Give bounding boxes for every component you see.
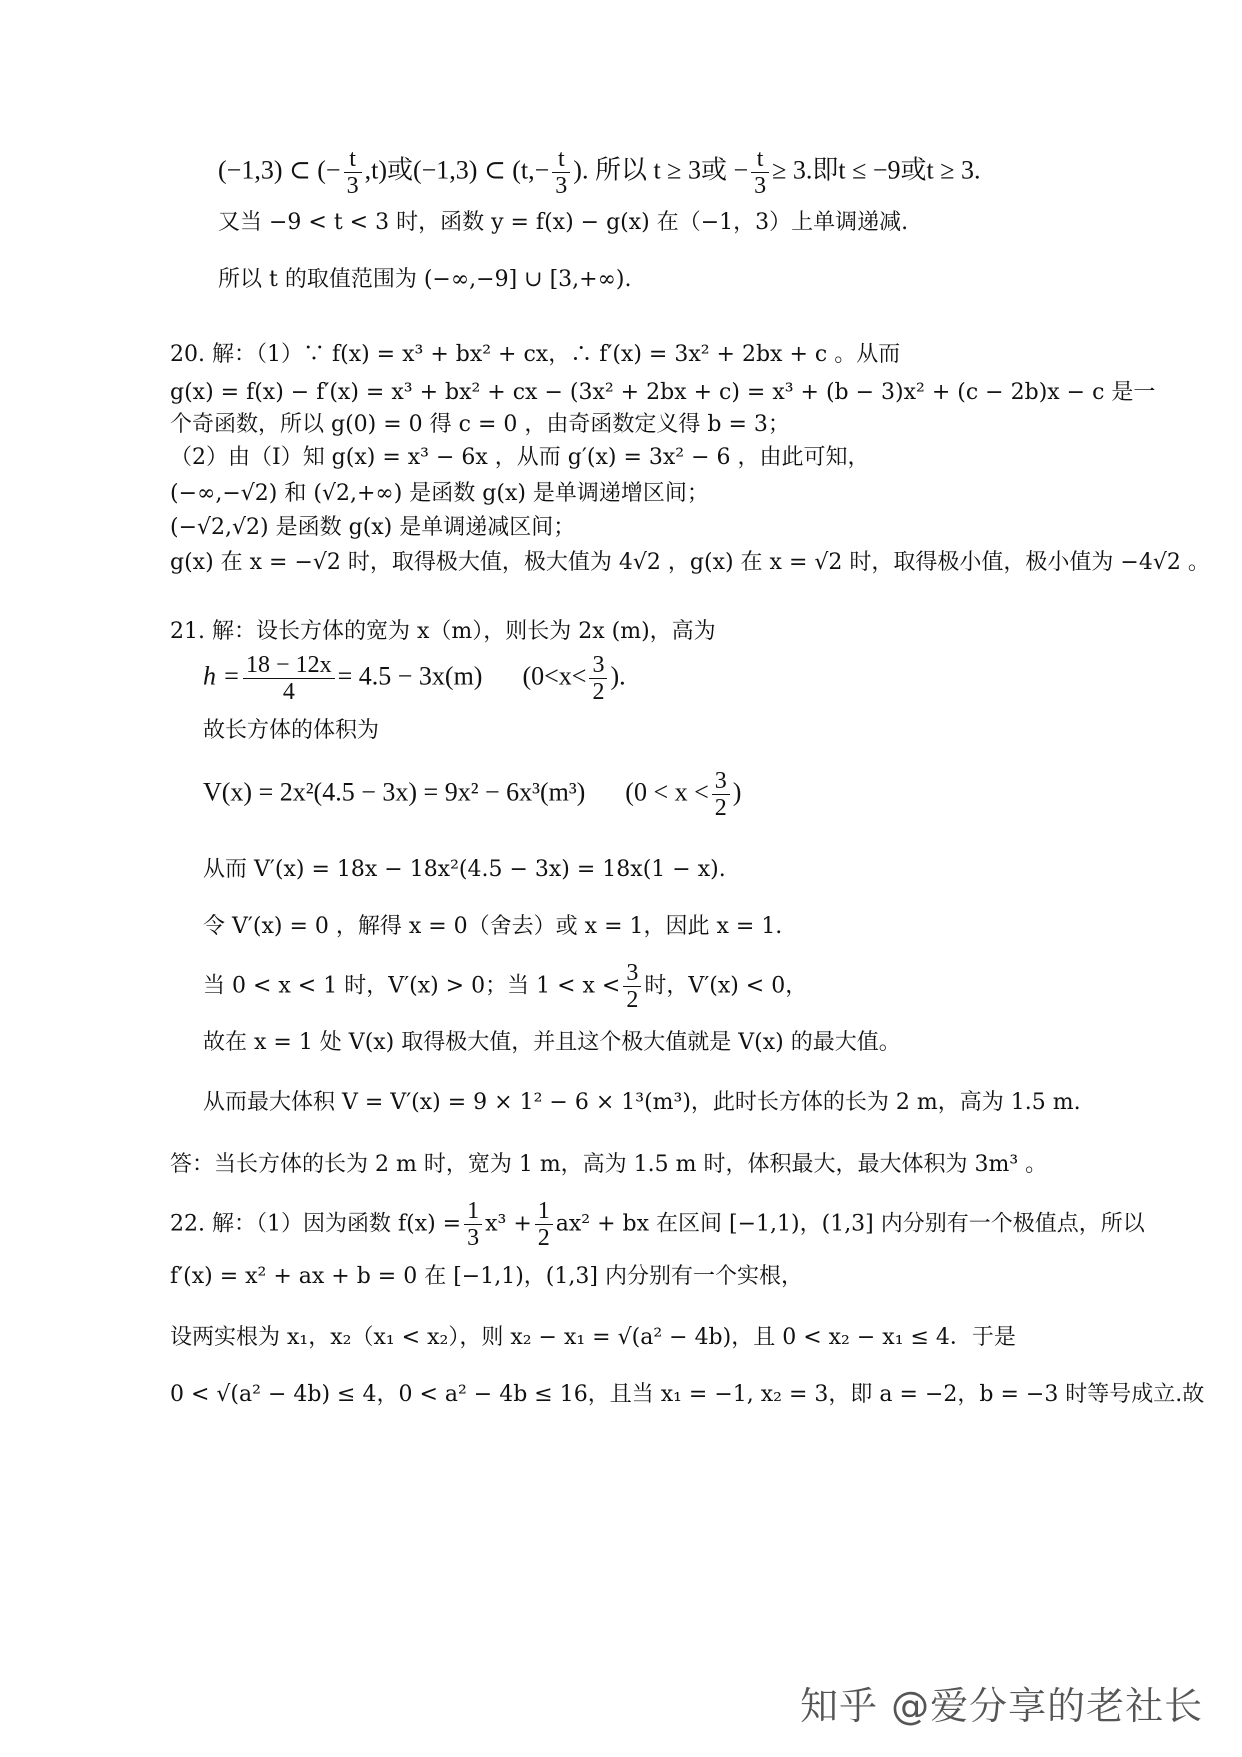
text-segment: h = (203, 661, 241, 691)
answer-line: 答：当长方体的长为 2 m 时，宽为 1 m，高为 1.5 m 时，体积最大，最大体积为 3m³ 。 (170, 1152, 1048, 1177)
text-segment: 时，V′(x) < 0， (644, 973, 808, 999)
denominator: 3 (555, 173, 568, 199)
paragraph-line: f′(x) = x² + ax + b = 0 在 [−1,1)，(1,3] 内分别有一个实根， (170, 1264, 803, 1289)
denominator: 2 (626, 987, 639, 1013)
zhihu-watermark: 知乎 @爱分享的老社长 (800, 1684, 1204, 1728)
paragraph-line: (−∞,−√2) 和 (√2,+∞) 是函数 g(x) 是单调递增区间； (170, 481, 709, 506)
paragraph-line: g(x) 在 x = −√2 时，取得极大值，极大值为 4√2 ，g(x) 在 x = √2 时，取得极小值，极小值为 −4√2 。 (170, 550, 1210, 575)
text-segment: x³ + (485, 1211, 532, 1237)
text-segment: (−1,3) ⊂ (− (218, 155, 341, 185)
problem-22-heading (170, 1198, 1145, 1251)
fraction-1-over-3 (464, 1198, 482, 1251)
inclusion-line (218, 146, 981, 199)
paragraph-line: 0 < √(a² − 4b) ≤ 4，0 < a² − 4b ≤ 16，且当 x₁ = −1, x₂ = 3，即 a = −2，b = −3 时等号成立.故 (170, 1382, 1205, 1407)
paragraph-line: 所以 t 的取值范围为 (−∞,−9] ∪ [3,+∞). (218, 267, 632, 292)
paragraph-line: 故长方体的体积为 (203, 718, 380, 743)
paragraph-line: (−√2,√2) 是函数 g(x) 是单调递减区间； (170, 515, 576, 540)
denominator: 2 (592, 679, 605, 705)
text-segment: ). (610, 661, 626, 691)
paragraph-line: 从而 V′(x) = 18x − 18x²(4.5 − 3x) = 18x(1 − x). (203, 857, 726, 882)
text-segment: ax² + bx 在区间 [−1,1)，(1,3] 内分别有一个极值点，所以 (555, 1211, 1145, 1237)
text-segment: 当 0 < x < 1 时，V′(x) > 0；当 1 < x < (203, 973, 621, 999)
paragraph-line: g(x) = f(x) − f′(x) = x³ + bx² + cx − (3x² + 2bx + c) = x³ + (b − 3)x² + (c − 2b)x − c 是一 (170, 380, 1156, 405)
fraction-t-over-3 (552, 146, 570, 199)
numerator: t (552, 146, 570, 173)
paragraph-line: 又当 −9 < t < 3 时，函数 y = f(x) − g(x) 在（−1，3）上单调递减. (218, 210, 909, 235)
numerator: 3 (623, 960, 641, 987)
fraction-3-over-2 (589, 652, 607, 705)
text-segment: (0 < x < (625, 777, 709, 807)
fraction-3-over-2 (712, 768, 730, 821)
volume-formula (203, 768, 741, 821)
numerator: 3 (589, 652, 607, 679)
denominator: 2 (537, 1225, 550, 1251)
paragraph-line: 设两实根为 x₁，x₂（x₁ < x₂），则 x₂ − x₁ = √(a² − 4b)，且 0 < x₂ − x₁ ≤ 4．于是 (170, 1325, 1016, 1350)
text-segment: 22. 解：（1）因为函数 f(x) = (170, 1211, 462, 1237)
numerator: t (751, 146, 769, 173)
numerator: 1 (535, 1198, 553, 1225)
text-segment: V(x) = 2x²(4.5 − 3x) = 9x² − 6x³(m³) (203, 777, 586, 807)
height-formula (203, 652, 626, 705)
fraction-t-over-3 (751, 146, 769, 199)
numerator: 18 − 12x (243, 652, 335, 679)
text-segment: ≥ 3.即t ≤ −9或t ≥ 3. (772, 155, 981, 185)
paragraph-line: 令 V′(x) = 0 ，解得 x = 0（舍去）或 x = 1，因此 x = 1. (203, 914, 783, 939)
text-segment: ) (732, 777, 742, 807)
paragraph-line: （2）由（Ⅰ）知 g(x) = x³ − 6x ，从而 g′(x) = 3x² − 6 ，由此可知， (170, 445, 870, 470)
paragraph-line: 个奇函数，所以 g(0) = 0 得 c = 0 ，由奇函数定义得 b = 3； (170, 412, 790, 437)
fraction-t-over-3 (344, 146, 362, 199)
numerator: t (344, 146, 362, 173)
text-segment: = 4.5 − 3x(m) (337, 661, 483, 691)
problem-20-heading: 20. 解：（1）∵ f(x) = x³ + bx² + cx，∴ f′(x) = 3x² + 2bx + c 。从而 (170, 342, 901, 367)
denominator: 3 (467, 1225, 480, 1251)
fraction-height (243, 652, 335, 705)
sign-analysis-line (203, 960, 807, 1013)
denominator: 2 (714, 795, 727, 821)
paragraph-line: 故在 x = 1 处 V(x) 取得极大值，并且这个极大值就是 V(x) 的最大值。 (203, 1030, 901, 1055)
paragraph-line: 从而最大体积 V = V′(x) = 9 × 1² − 6 × 1³(m³)，此时长方体的长为 2 m，高为 1.5 m. (203, 1090, 1081, 1115)
denominator: 4 (282, 679, 295, 705)
text-segment: (0<x< (522, 661, 587, 691)
numerator: 1 (464, 1198, 482, 1225)
text-segment: ). 所以 t ≥ 3或 − (573, 155, 749, 185)
problem-21-heading: 21. 解：设长方体的宽为 x（m），则长为 2x (m)，高为 (170, 619, 716, 644)
fraction-3-over-2 (623, 960, 641, 1013)
denominator: 3 (346, 173, 359, 199)
numerator: 3 (712, 768, 730, 795)
text-segment: ,t)或(−1,3) ⊂ (t,− (364, 155, 550, 185)
denominator: 3 (754, 173, 767, 199)
fraction-1-over-2 (535, 1198, 553, 1251)
